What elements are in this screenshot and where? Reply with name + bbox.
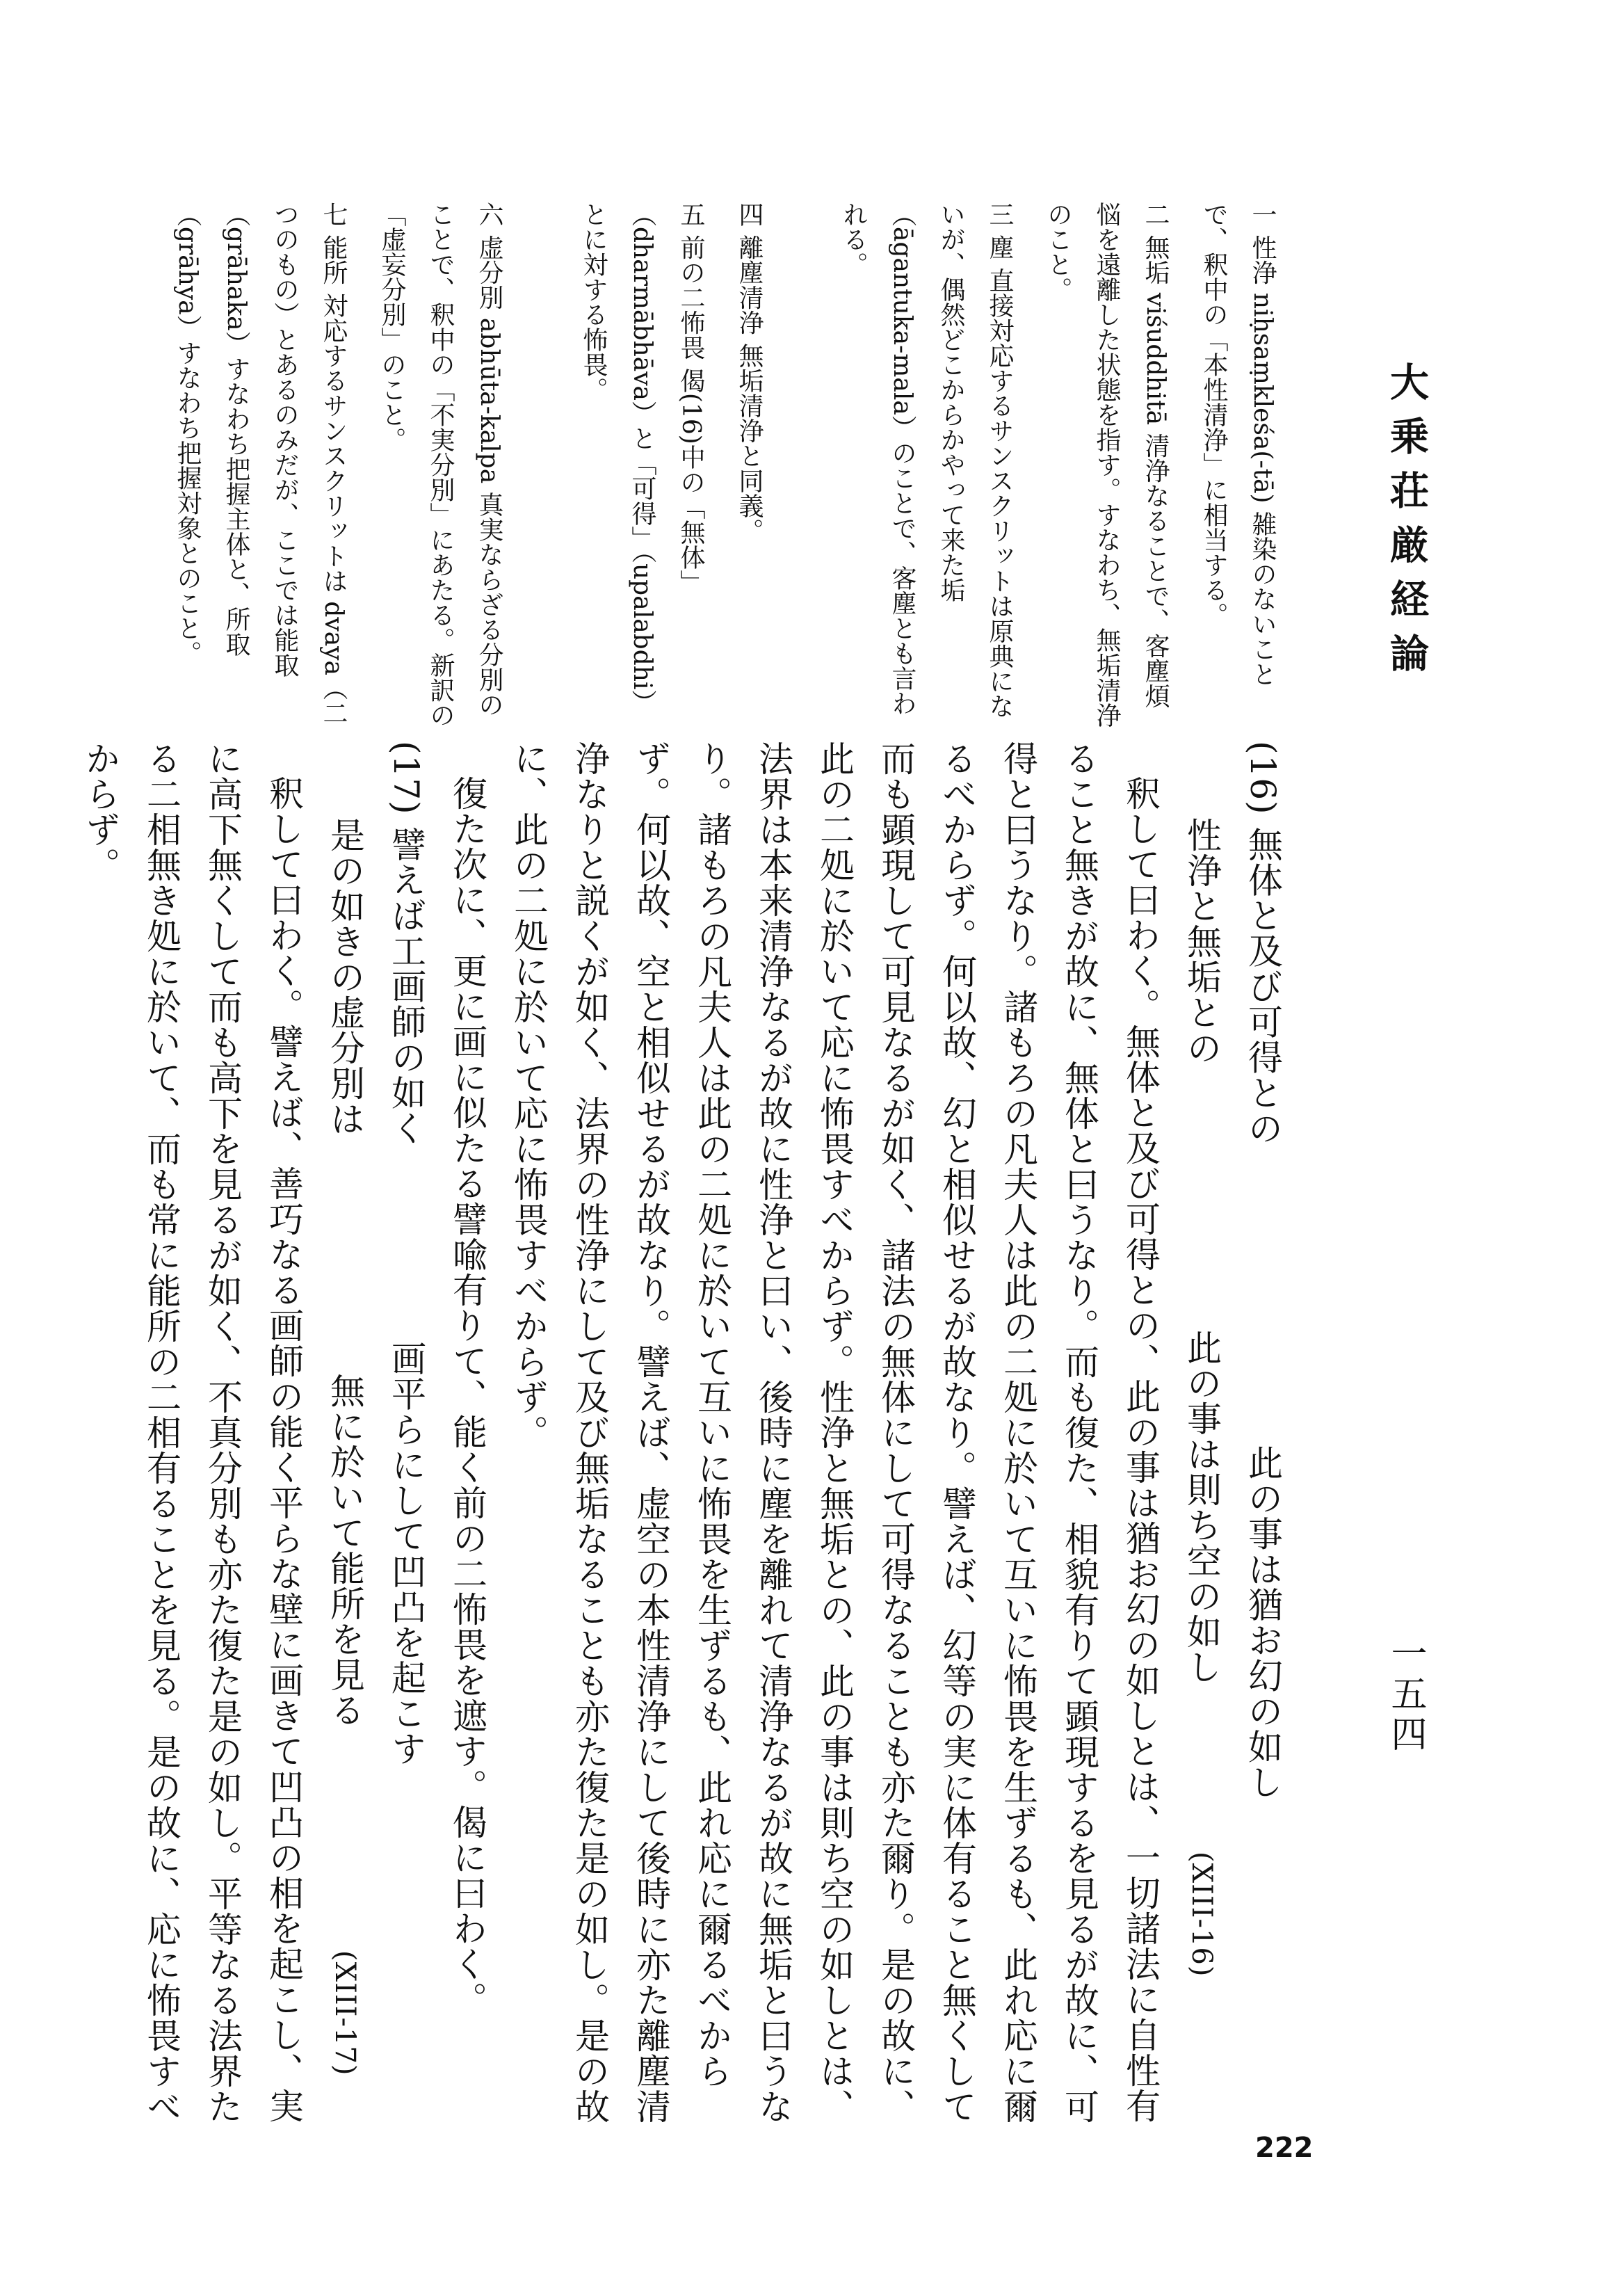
verse-16-line-2	[1171, 741, 1232, 2125]
verse-17-line-2a: 是の如きの虚分別は	[325, 817, 365, 1137]
verse-17-line-2b: 無に於いて能所を見る	[325, 1373, 365, 1728]
verse-17-line-1	[376, 741, 437, 2125]
verse-16-line-1	[1232, 741, 1293, 2125]
verse-16-line-1b: 此の事は猶お幻の如し	[1243, 1445, 1283, 1800]
paragraph-1: 釈して曰わく。無体と及び可得との、此の事は猶お幻の如しとは、一切諸法に自性有ること無きが故に、無体と曰うなり。而も復た、相貌有りて顕現するを見るが故に、可得と曰うなり。諸もろの凡夫人は此の二処に於いて互いに怖畏を生ずるも、此れ応に爾るべからず。何以故、幻と相似せるが故なり。譬えば、幻等の実に体有ること無くして而も顕現して可見なるが如く、諸法の無体にして可得なることも亦た爾り。是の故に、此の二処に於いて応に怖畏すべからず。性浄と無垢との、此の事は則ち空の如しとは、法界は本来清浄なるが故に性浄と曰い、後時に塵を離れて清浄なるが故に無垢と曰うなり。諸もろの凡夫人は此の二処に於いて互いに怖畏を生ずるも、此れ応に爾るべからず。何以故、空と相似せるが故なり。譬えば、虚空の本性清浄にして後時に亦た離塵清浄なりと説くが如く、法界の性浄にして及び無垢なることも亦た復た是の如し。是の故に、此の二処に於いて応に怖畏すべからず。	[508, 741, 1161, 2124]
verse-17-line-2	[314, 741, 376, 2125]
verse-16-line-2a: 性浄と無垢との	[1181, 817, 1222, 1066]
footnote-3: 三 塵 直接対応するサンスクリットは原典にないが、偶然どこからかやって来た垢（āgantuka-mala）のことで、客塵とも言われる。	[839, 202, 1014, 718]
main-text	[80, 741, 1293, 2125]
footnote-5: 五 前の二怖畏 偈(16)中の「無体」（dharmābhāva）と「可得」（upalabdhi）とに対する怖畏。	[579, 202, 705, 715]
footnote-4: 四 離塵清浄 無垢清浄と同義。	[735, 202, 764, 543]
verse-16-line-2b: 此の事は則ち空の如し	[1181, 1330, 1222, 1685]
page-number-kanji: 一五四	[1384, 1635, 1426, 1756]
verse-16-reference: (XIII-16)	[1186, 1852, 1218, 1977]
footnote-6: 六 虚分別 abhūta-kalpa 真実ならざる分別のことで、釈中の「不実分別」にあたる。新訳の「虚妄分別」のこと。	[378, 202, 503, 728]
footnotes	[139, 202, 1286, 730]
verse-17-line-1a: (17) 譬えば工画師の如く	[386, 741, 426, 1146]
verse-17-reference: (XIII-17)	[329, 1950, 361, 2076]
footnote-1: 一 性浄 niḥsaṃkleśa(-tā) 雑染のないことで、釈中の「本性清浄」に相当する。	[1200, 202, 1277, 687]
footnote-7: 七 能所 対応するサンスクリットは dvaya（二つのもの）とあるのみだが、ここでは能取（grāhaka）すなわち把握主体と、所取（grāhya）すなわち把握対象とのこと。	[173, 202, 348, 725]
page-number: 222	[1255, 2132, 1314, 2164]
book-title: 大乗荘厳経論	[1384, 362, 1430, 687]
verse-16-line-1a: (16) 無体と及び可得との	[1243, 741, 1283, 1146]
paragraph-2: 復た次に、更に画に似たる譬喩有りて、能く前の二怖畏を遮す。偈に曰わく。	[447, 776, 487, 2017]
verse-17-line-1b: 画平らにして凹凸を起こす	[386, 1340, 426, 1767]
paragraph-3: 釈して曰わく。譬えば、善巧なる画師の能く平らな壁に画きて凹凸の相を起こし、実に高下無くして而も高下を見るが如く、不真分別も亦た復た是の如し。平等なる法界たる二相無き処に於いて、而も常に能所の二相有ることを見る。是の故に、応に怖畏すべからず。	[80, 741, 304, 2124]
footnote-2: 二 無垢 viśuddhitā 清浄なることで、客塵煩悩を遠離した状態を指す。すなわち、無垢清浄のこと。	[1044, 202, 1170, 728]
